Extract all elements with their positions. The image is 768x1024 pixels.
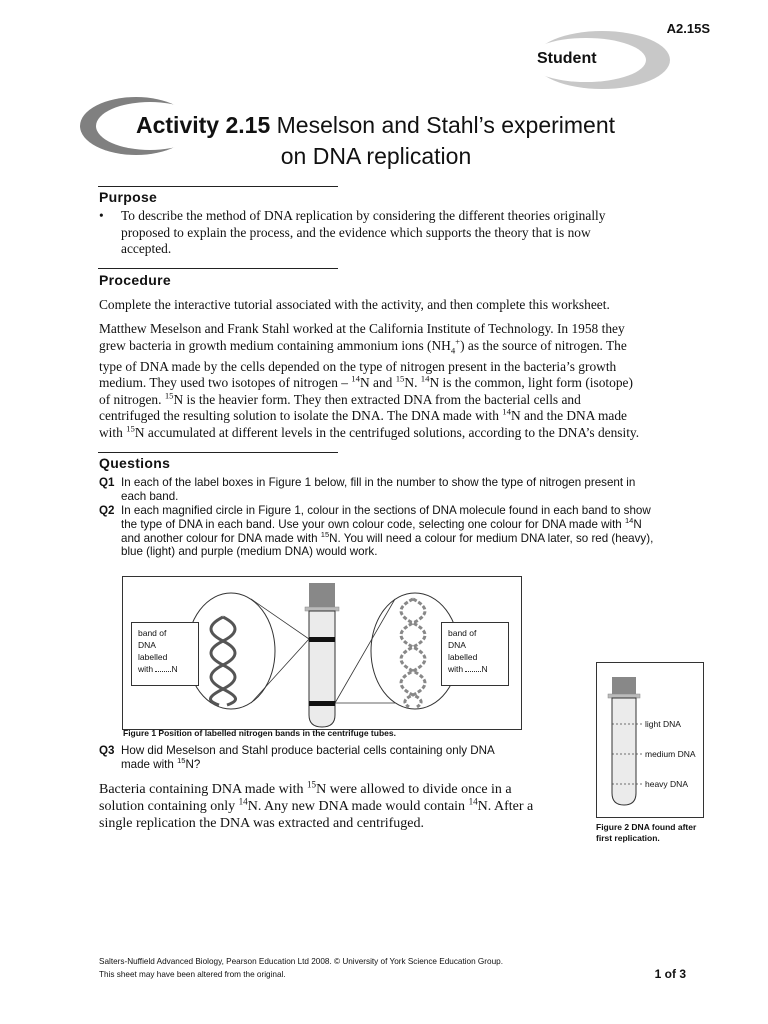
bullet-glyph: •: [99, 208, 104, 223]
divider: [98, 268, 338, 269]
title-rest: Meselson and Stahl’s experiment: [276, 112, 616, 138]
footer-note: This sheet may have been altered from the original.: [99, 970, 286, 979]
page-number: 1 of 3: [654, 967, 686, 981]
procedure-heading: Procedure: [99, 272, 171, 288]
footer-copyright: Salters-Nuffield Advanced Biology, Pearson Education Ltd 2008. © University of York Science Education Group.: [99, 957, 503, 966]
question-number: Q2: [99, 504, 115, 517]
purpose-heading: Purpose: [99, 189, 158, 205]
divider: [98, 452, 338, 453]
figure-2-illustration: [597, 663, 703, 817]
page-title-line2: on DNA replication: [280, 143, 472, 169]
student-label: Student: [537, 50, 597, 67]
label-light-dna: light DNA: [645, 719, 681, 729]
label-box-left: band of DNA labelled with N: [131, 622, 199, 686]
questions-heading: Questions: [99, 455, 171, 471]
question-text: How did Meselson and Stahl produce bacterial cells containing only DNA made with $^{15}$N?: [121, 744, 495, 771]
label-heavy-dna: heavy DNA: [645, 779, 688, 789]
divider: [98, 186, 338, 187]
figure-1-caption: Figure 1 Position of labelled nitrogen bands in the centrifuge tubes.: [123, 728, 396, 738]
page-title-line1: [136, 112, 615, 139]
purpose-text: To describe the method of DNA replication by considering the different theories originally proposed to explain the process, and the evidence which supports the theory that is now accepted.: [121, 208, 606, 256]
question-number: Q3: [99, 744, 115, 757]
document-code: A2.15S: [666, 21, 710, 36]
procedure-paragraph-1: Complete the interactive tutorial associated with the activity, and then complete this worksheet.: [99, 297, 610, 312]
closing-paragraph: Bacteria containing DNA made with $^{15}$N were allowed to divide once in a solution containing only $^{14}$N. Any new DNA made would contain $^{14}$N. After a single replication the DNA was extracted and centrifuged.: [99, 779, 534, 831]
title-activity: Activity 2.15: [136, 112, 271, 138]
procedure-paragraph-2: Matthew Meselson and Frank Stahl worked at the California Institute of Technology. In 1958 they grew bacteria in growth medium containing ammonium ions $(NH_4^+)$ as the source of nitrogen. The type of DNA made by the cells depended on the type of nitrogen present in the bacteria’s growth medium. They used two isotopes of nitrogen – $^{14}$N and $^{15}$N. $^{14}$N is the common, light form (isotope) of nitrogen. $^{15}$N is the heavier form. They then extracted DNA from the bacterial cells and centrifuged the resulting solution to isolate the DNA. The DNA made with $^{14}$N and the DNA made with $^{15}$N accumulated at different levels in the centrifuged solutions, according to the DNA’s density.: [99, 321, 640, 440]
label-box-right: band of DNA labelled with N: [441, 622, 509, 686]
figure-1: [122, 576, 522, 738]
question-text: In each magnified circle in Figure 1, colour in the sections of DNA molecule found in each band to show the type of DNA in each band. Use your own colour code, selecting one colour for DNA made with $^{14}$N and another colour for DNA made with $^{15}$N. You will need a colour for medium DNA later, so red (heavy), blue (light) and purple (medium DNA) would work.: [121, 504, 654, 559]
question-number: Q1: [99, 476, 115, 489]
label-medium-dna: medium DNA: [645, 749, 696, 759]
question-text: In each of the label boxes in Figure 1 below, fill in the number to show the type of nitrogen present in each band.: [121, 476, 636, 503]
figure-2: [596, 662, 704, 818]
figure-2-caption: Figure 2 DNA found after first replication.: [596, 822, 697, 843]
